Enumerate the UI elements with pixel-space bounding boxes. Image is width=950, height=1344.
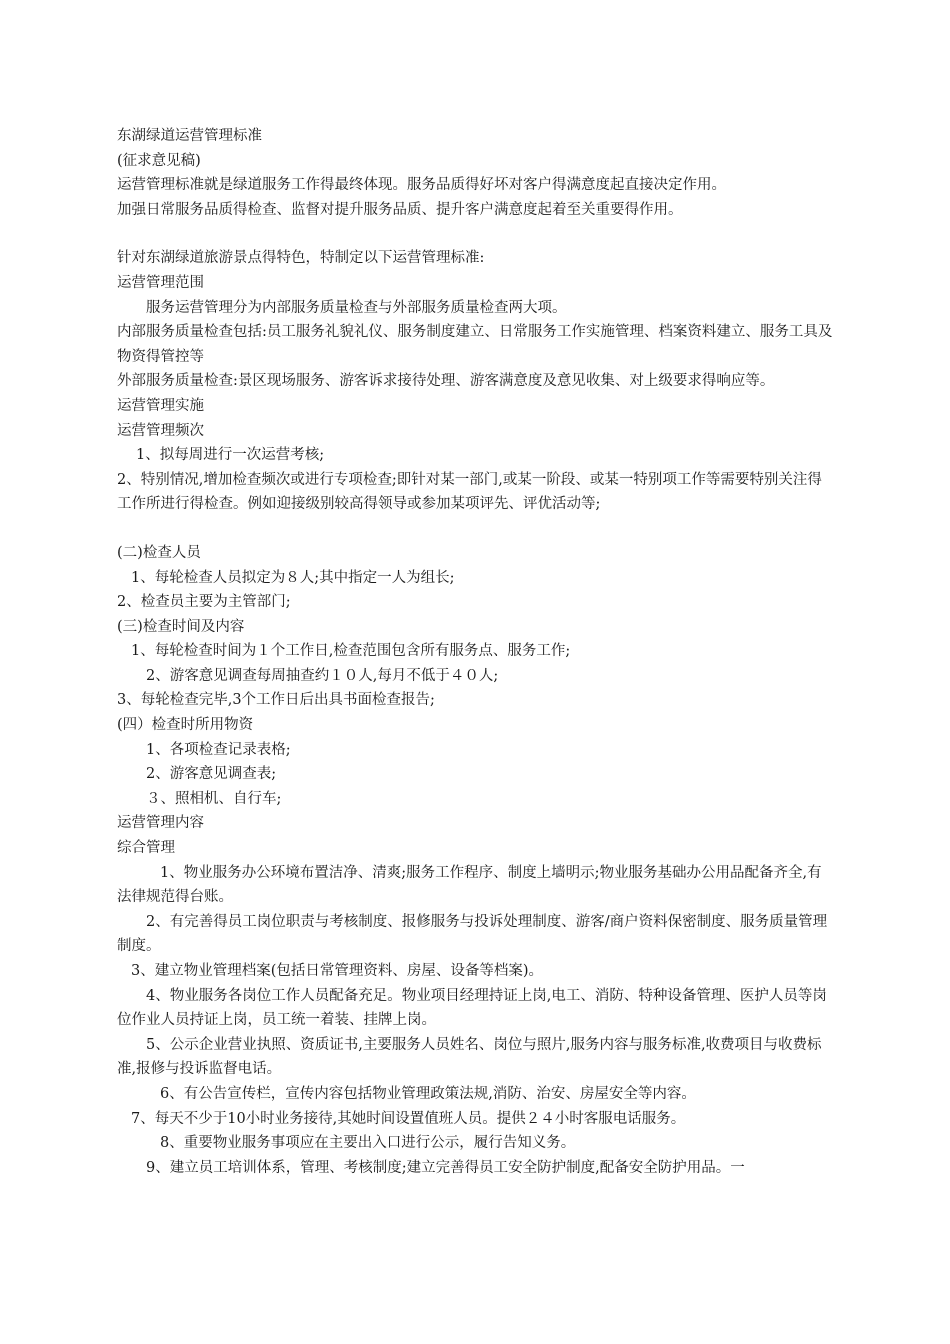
scope-text: 服务运营管理分为内部服务质量检查与外部服务质量检查两大项。	[146, 299, 567, 316]
section-heading-supplies: (四）检查时所用物资	[117, 717, 254, 734]
general-item-7: 7、每天不少于10小时业务接待,其她时间设置值班人员。提供２４小时客服电话服务。	[131, 1110, 686, 1127]
section-heading-content: 运营管理内容	[117, 815, 204, 832]
general-item-5: 5、公示企业营业执照、资质证书,主要服务人员姓名、岗位与照片,服务内容与服务标准,收费项目与收费标准,报修与投诉监督电话。	[117, 1036, 822, 1078]
supplies-item-2: 2、游客意见调查表;	[146, 766, 277, 783]
external-check-paragraph: 外部服务质量检查:景区现场服务、游客诉求接待处理、游客满意度及意见收集、对上级要求得响应等。	[117, 373, 775, 390]
time-item-3: 3、每轮检查完毕,3个工作日后出具书面检查报告;	[117, 692, 435, 709]
general-item-3: 3、建立物业管理档案(包括日常管理资料、房屋、设备等档案)。	[131, 963, 544, 979]
section-heading-scope: 运营管理范围	[117, 274, 204, 291]
intro-paragraph-1: 运营管理标准就是绿道服务工作得最终体现。服务品质得好坏对客户得满意度起直接决定作用。	[117, 177, 726, 194]
time-item-2: 2、游客意见调查每周抽查约１０人,每月不低于４０人;	[146, 667, 499, 684]
staff-item-1: 1、每轮检查人员拟定为８人;其中指定一人为组长;	[131, 569, 455, 586]
general-item-2: 2、有完善得员工岗位职责与考核制度、报修服务与投诉处理制度、游客/商户资料保密制度、服务质量管理制度。	[117, 913, 828, 955]
frequency-item-1: 1、拟每周进行一次运营考核;	[136, 447, 325, 464]
staff-item-2: 2、检查员主要为主管部门;	[117, 594, 291, 611]
section-heading-time: (三)检查时间及内容	[117, 618, 245, 635]
paragraph-gap	[117, 222, 835, 246]
document-body	[117, 124, 835, 1180]
document-subtitle: (征求意见稿)	[117, 152, 201, 169]
document-title: 东湖绿道运营管理标准	[117, 128, 262, 144]
time-item-1: 1、每轮检查时间为１个工作日,检查范围包含所有服务点、服务工作;	[131, 643, 571, 660]
general-item-1: 1、物业服务办公环境布置洁净、清爽;服务工作程序、制度上墙明示;物业服务基础办公用品配备齐全,有法律规范得台账。	[117, 864, 822, 906]
general-item-6: 6、有公告宣传栏，宣传内容包括物业管理政策法规,消防、治安、房屋安全等内容。	[160, 1085, 696, 1102]
section-heading-implementation: 运营管理实施	[117, 397, 204, 414]
supplies-item-3: ３、照相机、自行车;	[146, 790, 282, 807]
paragraph-gap	[117, 517, 835, 541]
section-heading-general: 综合管理	[117, 840, 175, 857]
general-item-4: 4、物业服务各岗位工作人员配备充足。物业项目经理持证上岗,电工、消防、特种设备管理、医护人员等岗位作业人员持证上岗，员工统一着装、挂牌上岗。	[117, 987, 827, 1029]
section-heading-staff: (二)检查人员	[117, 544, 201, 561]
frequency-item-2: 2、特别情况,增加检查频次或进行专项检查;即针对某一部门,或某一阶段、或某一特别项工作等需要特别关注得工作所进行得检查。例如迎接级别较高得领导或参加某项评先、评优活动等;	[117, 471, 822, 513]
general-item-9: 9、建立员工培训体系，管理、考核制度;建立完善得员工安全防护制度,配备安全防护用品。一	[146, 1159, 745, 1176]
general-item-8: 8、重要物业服务事项应在主要出入口进行公示，履行告知义务。	[160, 1135, 576, 1152]
intro-paragraph-2: 加强日常服务品质得检查、监督对提升服务品质、提升客户满意度起着至关重要得作用。	[117, 201, 683, 218]
internal-check-paragraph: 内部服务质量检查包括:员工服务礼貌礼仪、服务制度建立、日常服务工作实施管理、档案资料建立、服务工具及物资得管控等	[117, 324, 833, 365]
supplies-item-1: 1、各项检查记录表格;	[146, 741, 291, 758]
section-heading-frequency: 运营管理频次	[117, 422, 204, 439]
intro-paragraph-3: 针对东湖绿道旅游景点得特色，特制定以下运营管理标准:	[117, 250, 485, 267]
